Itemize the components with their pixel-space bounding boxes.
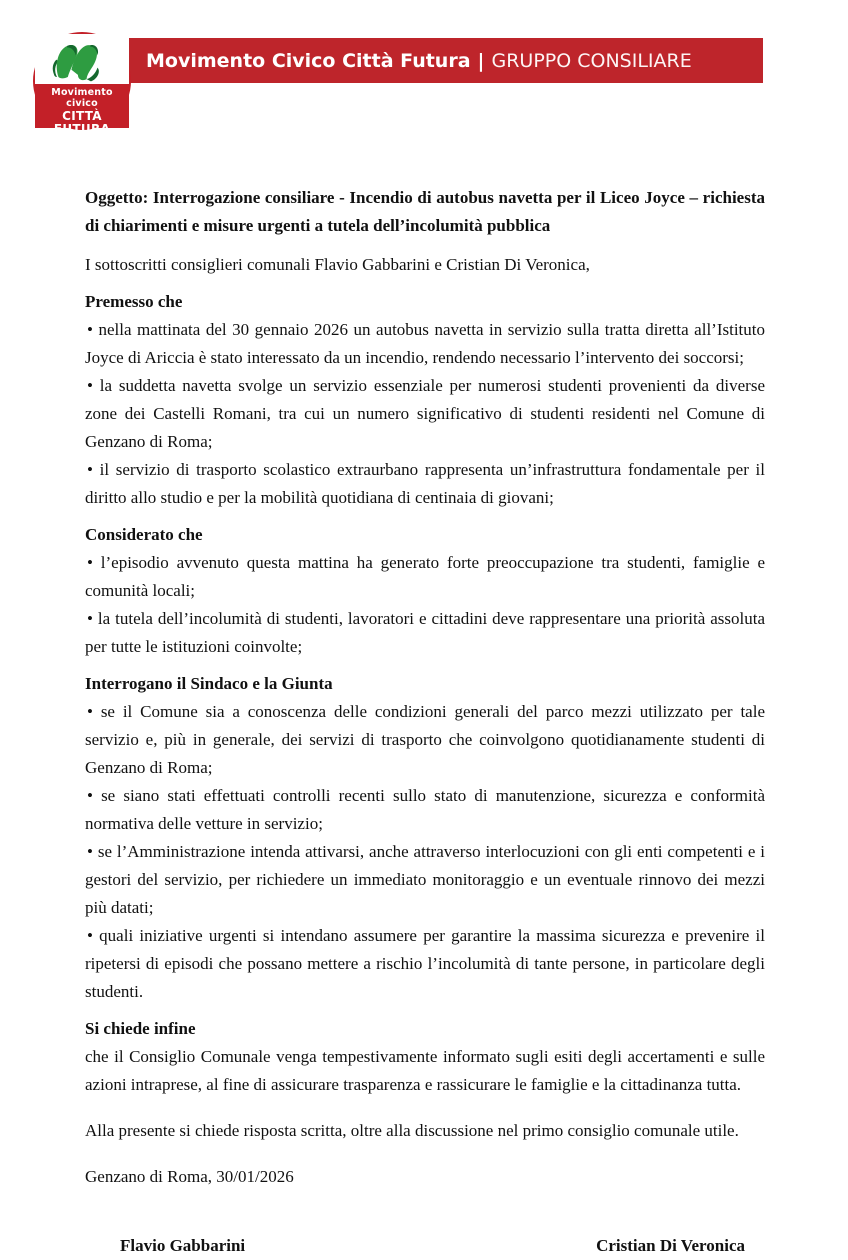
party-logo <box>33 32 131 136</box>
logo-top-half <box>35 34 129 84</box>
banner-group-text: GRUPPO CONSILIARE <box>491 49 692 72</box>
banner-brand-text: Movimento Civico Città Futura <box>146 49 471 72</box>
closing-paragraph: che il Consiglio Comunale venga tempestivamente informato sugli esiti degli accertamenti e sulle azioni intraprese, al fine di assicurare trasparenza e rassicurare le famiglie e la cittadinanza tutta. <box>85 1047 765 1094</box>
section-heading-considerato: Considerato che <box>85 525 203 544</box>
signature-flavio-gabbarini: Flavio Gabbarini <box>120 1236 246 1255</box>
logo-movimento-civico-label: Movimento civico <box>51 86 113 109</box>
subject-line: Oggetto: Interrogazione consiliare - Incendio di autobus navetta per il Liceo Joyce – richiesta di chiarimenti e misure urgenti a tutela dell’incolumità pubblica <box>85 188 765 235</box>
bullet-item: • quali iniziative urgenti si intendano assumere per garantire la massima sicurezza e prevenire il ripetersi di episodi che possano mettere a rischio l’incolumità di tante persone, in particolare degli studenti. <box>85 922 765 1006</box>
section-heading-premesso: Premesso che <box>85 292 183 311</box>
bullet-item: • se il Comune sia a conoscenza delle condizioni generali del parco mezzi utilizzato per tale servizio e, più in generale, dei servizi di trasporto che coinvolgono quotidianamente studenti di Genzano di Roma; <box>85 698 765 782</box>
bullet-item: • la tutela dell’incolumità di studenti, lavoratori e cittadini deve rappresentare una priorità assoluta per tutte le istituzioni coinvolte; <box>85 605 765 661</box>
letter-body <box>85 184 765 1260</box>
banner-separator: | <box>477 49 485 72</box>
bullet-item: • l’episodio avvenuto questa mattina ha generato forte preoccupazione tra studenti, famiglie e comunità locali; <box>85 549 765 605</box>
logo-futura-label: FUTURA <box>53 121 111 136</box>
signature-block <box>85 1232 765 1260</box>
bullet-item: • la suddetta navetta svolge un servizio essenziale per numerosi studenti provenienti da diverse zone dei Castelli Romani, tra cui un numero significativo di studenti residenti nel Comune di Genzano di Roma; <box>85 372 765 456</box>
logo-bottom-half <box>35 84 129 136</box>
section-heading-interrogano: Interrogano il Sindaco e la Giunta <box>85 674 333 693</box>
bullet-item: • se l’Amministrazione intenda attivarsi, anche attraverso interlocuzioni con gli enti competenti e i gestori del servizio, per richiedere un immediato monitoraggio e un eventuale rinnovo dei mezzi più datati; <box>85 838 765 922</box>
bullet-item: • il servizio di trasporto scolastico extraurbano rappresenta un’infrastruttura fondamentale per il diritto allo studio e per la mobilità quotidiana di centinaia di giovani; <box>85 456 765 512</box>
header-banner <box>40 38 763 83</box>
signature-cristian-di-veronica: Cristian Di Veronica <box>596 1236 745 1255</box>
bullet-item: • nella mattinata del 30 gennaio 2026 un autobus navetta in servizio sulla tratta diretta all’Istituto Joyce di Ariccia è stato interessato da un incendio, rendendo necessario l’intervento dei soccorsi; <box>85 316 765 372</box>
place-and-date: Genzano di Roma, 30/01/2026 <box>85 1167 294 1186</box>
logo-citta-label: CITTÀ <box>62 108 102 123</box>
bullet-item: • se siano stati effettuati controlli recenti sullo stato di manutenzione, sicurezza e conformità normativa delle vetture in servizio; <box>85 782 765 838</box>
section-heading-si-chiede-infine: Si chiede infine <box>85 1019 196 1038</box>
green-ribbon-m-icon <box>46 38 120 90</box>
intro-paragraph: I sottoscritti consiglieri comunali Flavio Gabbarini e Cristian Di Veronica, <box>85 255 590 274</box>
written-response-request: Alla presente si chiede risposta scritta, oltre alla discussione nel primo consiglio comunale utile. <box>85 1121 739 1140</box>
